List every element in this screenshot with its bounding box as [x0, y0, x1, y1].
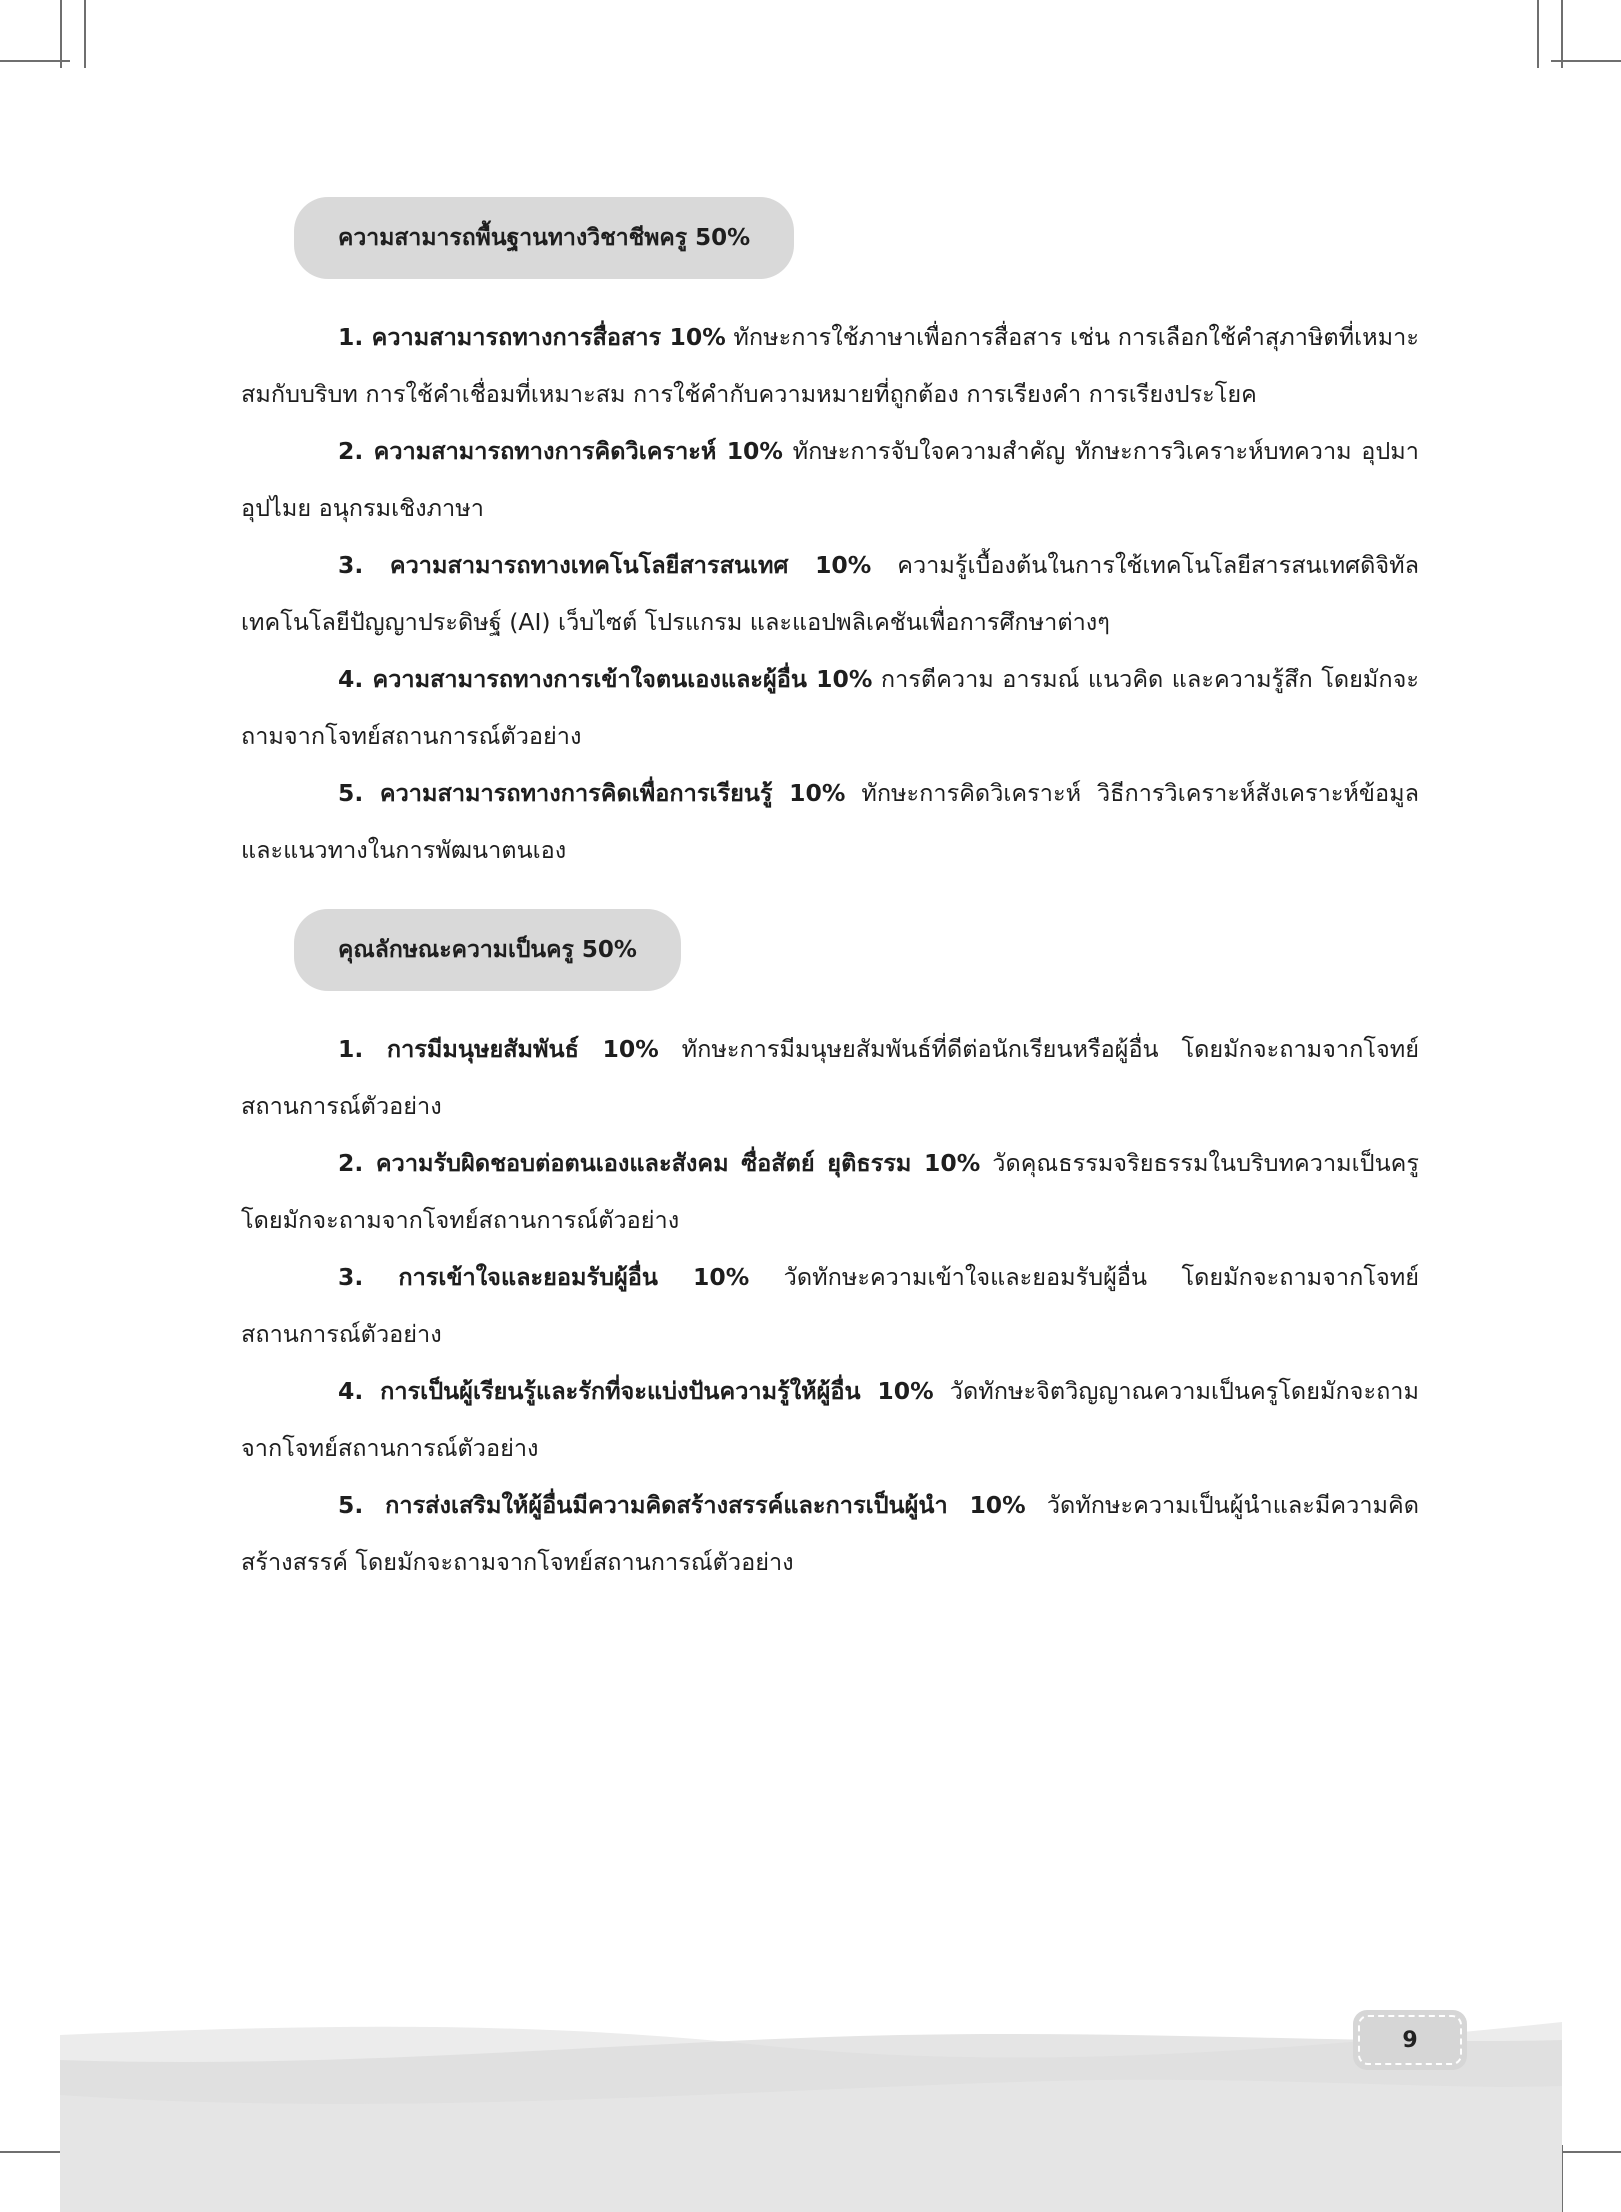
section-2-items — [241, 1021, 1419, 1591]
item-text: ทักษะการมีมนุษยสัมพันธ์ที่ดีต่อนักเรียนหรือผู้อื่น โดยมักจะถามจากโจทย์สถานการณ์ตัวอย่าง — [241, 1035, 1420, 1120]
item-heading: 5. การส่งเสริมให้ผู้อื่นมีความคิดสร้างสรรค์และการเป็นผู้นำ 10% — [338, 1491, 1026, 1519]
item-heading: 2. ความรับผิดชอบต่อตนเองและสังคม ซื่อสัตย์ ยุติธรรม 10% — [338, 1149, 981, 1177]
item-heading: 4. การเป็นผู้เรียนรู้และรักที่จะแบ่งปันความรู้ให้ผู้อื่น 10% — [338, 1377, 934, 1405]
section-2-title: คุณลักษณะความเป็นครู 50% — [294, 909, 681, 991]
section-2 — [241, 909, 1419, 1591]
item-heading: 3. ความสามารถทางเทคโนโลยีสารสนเทศ 10% — [338, 551, 872, 579]
item-heading: 1. ความสามารถทางการสื่อสาร 10% — [338, 323, 726, 351]
item-text: การตีความ อารมณ์ แนวคิด และความรู้สึก โดยมักจะถามจากโจทย์สถานการณ์ตัวอย่าง — [241, 665, 1419, 750]
item-text: วัดคุณธรรมจริยธรรมในบริบทความเป็นครู โดยมักจะถามจากโจทย์สถานการณ์ตัวอย่าง — [241, 1149, 1419, 1234]
item-heading: 2. ความสามารถทางการคิดวิเคราะห์ 10% — [338, 437, 783, 465]
item-text: ทักษะการใช้ภาษาเพื่อการสื่อสาร เช่น การเลือกใช้คำสุภาษิตที่เหมาะสมกับบริบท การใช้คำเชื่อมที่เหมาะสม การใช้คำกับความหมายที่ถูกต้อง การเรียงคำ การเรียงประโยค — [241, 323, 1419, 408]
list-item — [241, 651, 1419, 765]
page-content — [241, 197, 1419, 1591]
item-text: วัดทักษะจิตวิญญาณความเป็นครูโดยมักจะถามจากโจทย์สถานการณ์ตัวอย่าง — [241, 1377, 1419, 1462]
list-item — [241, 309, 1419, 423]
list-item — [241, 765, 1419, 879]
section-1-title: ความสามารถพื้นฐานทางวิชาชีพครู 50% — [294, 197, 794, 279]
item-text: ทักษะการจับใจความสำคัญ ทักษะการวิเคราะห์บทความ อุปมาอุปไมย อนุกรมเชิงภาษา — [241, 437, 1419, 522]
item-heading: 3. การเข้าใจและยอมรับผู้อื่น 10% — [338, 1263, 750, 1291]
page-number-badge — [1353, 2010, 1467, 2070]
section-1-items — [241, 309, 1419, 879]
list-item — [241, 423, 1419, 537]
list-item — [241, 537, 1419, 651]
page-number: 9 — [1358, 2015, 1462, 2065]
item-heading: 4. ความสามารถทางการเข้าใจตนเองและผู้อื่น 10% — [338, 665, 873, 693]
list-item — [241, 1249, 1419, 1363]
item-text: วัดทักษะความเข้าใจและยอมรับผู้อื่น โดยมักจะถามจากโจทย์สถานการณ์ตัวอย่าง — [241, 1263, 1419, 1348]
item-heading: 1. การมีมนุษยสัมพันธ์ 10% — [338, 1035, 659, 1063]
item-text: ทักษะการคิดวิเคราะห์ วิธีการวิเคราะห์สังเคราะห์ข้อมูล และแนวทางในการพัฒนาตนเอง — [241, 779, 1419, 864]
item-text: วัดทักษะความเป็นผู้นำและมีความคิดสร้างสรรค์ โดยมักจะถามจากโจทย์สถานการณ์ตัวอย่าง — [241, 1491, 1419, 1576]
list-item — [241, 1135, 1419, 1249]
list-item — [241, 1363, 1419, 1477]
list-item — [241, 1477, 1419, 1591]
item-heading: 5. ความสามารถทางการคิดเพื่อการเรียนรู้ 10% — [338, 779, 846, 807]
list-item — [241, 1021, 1419, 1135]
item-text: ความรู้เบื้องต้นในการใช้เทคโนโลยีสารสนเทศดิจิทัล เทคโนโลยีปัญญาประดิษฐ์ (AI) เว็บไซต์ โปรแกรม และแอปพลิเคชันเพื่อการศึกษาต่างๆ — [241, 551, 1419, 636]
